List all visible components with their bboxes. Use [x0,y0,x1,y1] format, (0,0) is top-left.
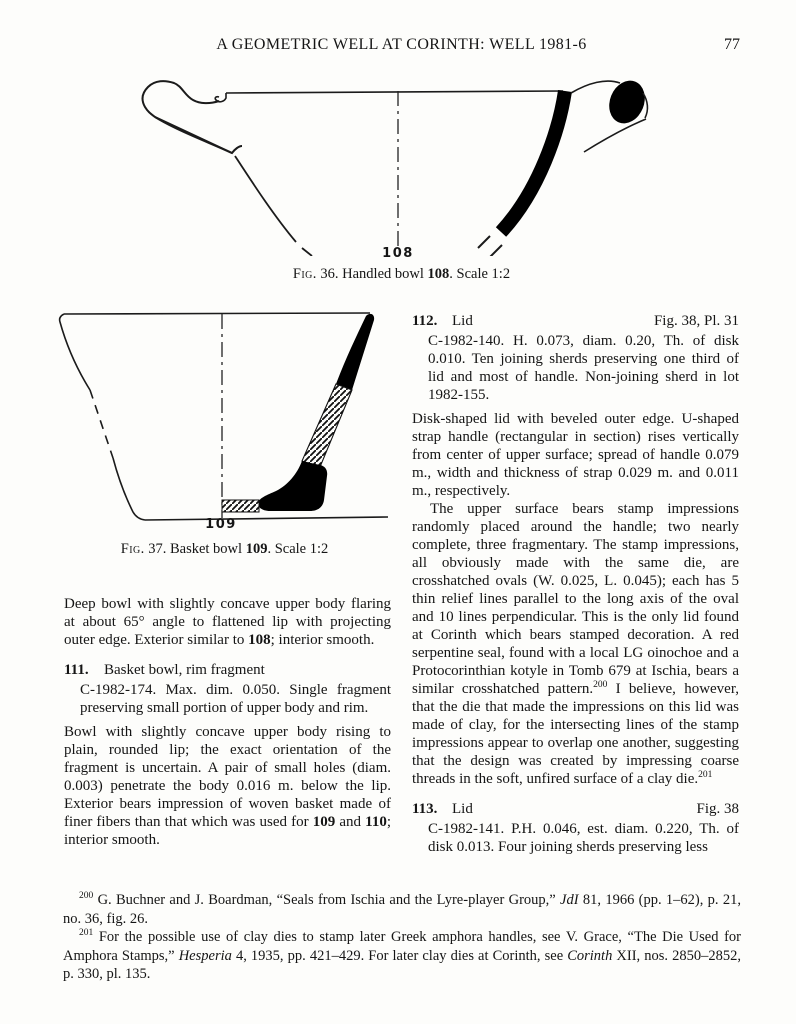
left-column [64,595,391,849]
entry-113-number: 113. [412,801,438,817]
fig36-lip [215,93,226,102]
fig36-handle-outline [143,81,242,153]
fig37-left-wall-upper [60,314,90,390]
fig36-object-label: 108 [382,246,414,261]
fig36-caption: Fig. 36. Handled bowl 108. Scale 1:2 [292,266,511,282]
fig36-rim-line [226,91,563,93]
footnotes-block [63,891,741,984]
fig36-wall-section [501,91,565,232]
entry-112-discussion-1: Disk-shaped lid with beveled outer edge. U-shaped strap handle (rectangular in section) rises vertically from center of upper surface; spread of handle 0.079 m., width and thickness of strap 0.029 m. and 0.011 m., respectively. [412,411,739,499]
entry-112-name: Lid [452,313,473,329]
fig37-drawing [52,306,397,528]
fig36-body-line [235,156,296,242]
fig36-body-break-dash [302,248,312,256]
fig37-rim-line [64,313,370,314]
entry-113-heading [412,800,739,818]
fig37-wall-section-upper [336,314,374,390]
footnote-200: $^{200}$ G. Buchner and J. Boardman, “Seals from Ischia and the Lyre-player Group,” JdI 81, 1966 (pp. 1–62), p. 21, no. 36, fig. 26. [63,891,741,927]
right-column [412,312,739,862]
entry-112-number: 112. [412,313,438,329]
fig36-drawing [138,76,678,256]
entry-111-discussion: Bowl with slightly concave upper body rising to plain, rounded lip; the exact orientation of the fragment is uncertain. A pair of small holes (diam. 0.003) penetrate the body 0.016 m. below the lip. Exterior bears impression of woven basket made of finer fibers than that which was used for 109 and 110; interior smooth. [64,724,391,848]
entry-112-catalog-desc: C-1982-140. H. 0.073, diam. 0.20, Th. of disk 0.010. Ten joining sherds preserving one third of lid and most of handle. Non-joining sherd in lot 1982-155. [428,333,739,403]
entry-111-catalog-desc: C-1982-174. Max. dim. 0.050. Single fragment preserving small portion of upper body and rim. [80,682,391,716]
fig37-left-wall-dashed [90,390,113,458]
fig36-wall-break-dashes [478,236,502,256]
fig36-svg [138,76,678,256]
fig37-left-wall-lower [113,458,145,520]
entry-113-catalog-desc: C-1982-141. P.H. 0.046, est. diam. 0.220, Th. of disk 0.013. Four joining sherds preserving less [428,821,739,855]
entry-111-number: 111. [64,662,89,678]
fig37-svg [52,306,397,528]
fig36-handle-bottom-line [584,119,646,152]
footnote-201: $^{201}$ For the possible use of clay dies to stamp later Greek amphora handles, see V. Grace, “The Die Used for Amphora Stamps,” Hesperia 4, 1935, pp. 421–429. For later clay dies at Corinth, see Corinth XII, nos. 2850–2852, p. 330, pl. 135. [63,928,741,982]
fig37-caption: Fig. 37. Basket bowl 109. Scale 1:2 [120,541,329,557]
entry-111-heading [64,661,391,679]
fig37-foot-section [258,461,327,511]
fig37-object-label: 109 [205,517,237,532]
fig36-handle-section [603,76,651,129]
entry-112-heading [412,312,739,330]
entry-112-discussion-2: The upper surface bears stamp impressions randomly placed around the handle; two nearly complete, three fragmentary. The stamp impressions, all obviously made with the same die, are crosshatched ovals (W. 0.025, L. 0.045); each has 5 thin relief lines parallel to the long axis of the oval and 10 lines perpendicular. This is the only lid found at Corinth which bears stamped decoration. A red serpentine seal, found with a local LG oinochoe and a Protocorinthian kotyle in Tomb 679 at Ischia, bears a similar crosshatched pattern.$^{200}$ I believe, however, that the die that made the impressions on this lid was made of clay, for the intersecting lines of the stamp impressions appear to overlap one another, suggesting that the design was created by impressing coarse threads in the soft, unfired surface of a clay die.$^{201}$ [412,501,739,787]
running-head-title: A GEOMETRIC WELL AT CORINTH: WELL 1981-6 [216,36,587,53]
page-number: 77 [724,36,740,53]
entry-113-figref: Fig. 38 [696,801,739,817]
entry-113-name: Lid [452,801,473,817]
entry-111-name: Basket bowl, rim fragment [104,662,265,678]
fig37-bottom-line [145,517,388,520]
entry-112-figref: Fig. 38, Pl. 31 [653,313,739,329]
fig37-base-hatched-strip [222,500,259,512]
paragraph-deep-bowl: Deep bowl with slightly concave upper body flaring at about 65° angle to flattened lip with projecting outer edge. Exterior similar to 108; interior smooth. [64,596,391,648]
fig36-handle-top-line [571,81,620,93]
fig37-wall-hatched-band [302,384,352,467]
